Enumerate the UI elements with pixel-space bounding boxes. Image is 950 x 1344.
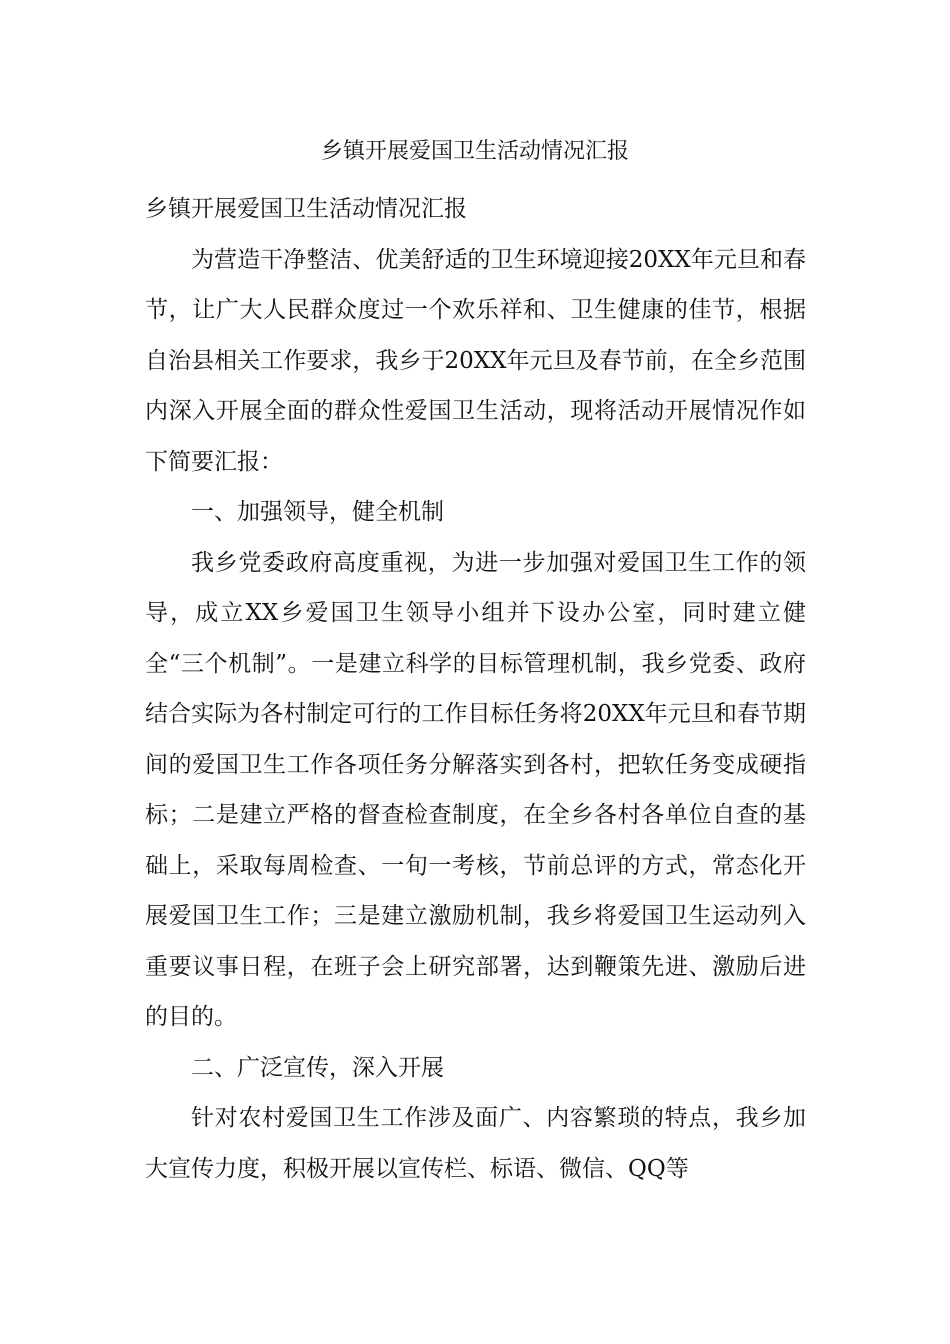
- paragraph-intro: 为营造干净整洁、优美舒适的卫生环境迎接20XX年元旦和春节，让广大人民群众度过一个欢乐祥和、卫生健康的佳节，根据自治县相关工作要求，我乡于20XX年元旦及春节前，在全乡范围内深入开展全面的群众性爱国卫生活动，现将活动开展情况作如下简要汇报：: [145, 246, 806, 475]
- document-title: 乡镇开展爱国卫生活动情况汇报: [320, 139, 629, 164]
- document-subtitle: 乡镇开展爱国卫生活动情况汇报: [145, 196, 467, 222]
- document-body: [145, 184, 806, 1194]
- section-heading-1: 一、加强领导，健全机制: [191, 499, 444, 525]
- paragraph-leadership: 我乡党委政府高度重视，为进一步加强对爱国卫生工作的领导，成立XX乡爱国卫生领导小组并下设办公室，同时建立健全“三个机制”。一是建立科学的目标管理机制，我乡党委、政府结合实际为各村制定可行的工作目标任务将20XX年元旦和春节期间的爱国卫生工作各项任务分解落实到各村，把软任务变成硬指标；二是建立严格的督查检查制度，在全乡各村各单位自查的基础上，采取每周检查、一旬一考核，节前总评的方式，常态化开展爱国卫生工作；三是建立激励机制，我乡将爱国卫生运动列入重要议事日程，在班子会上研究部署，达到鞭策先进、激励后进的目的。: [145, 549, 806, 1030]
- paragraph-publicity: 针对农村爱国卫生工作涉及面广、内容繁琐的特点，我乡加大宣传力度，积极开展以宣传栏、标语、微信、QQ等: [145, 1105, 806, 1182]
- section-heading-2: 二、广泛宣传，深入开展: [191, 1054, 444, 1081]
